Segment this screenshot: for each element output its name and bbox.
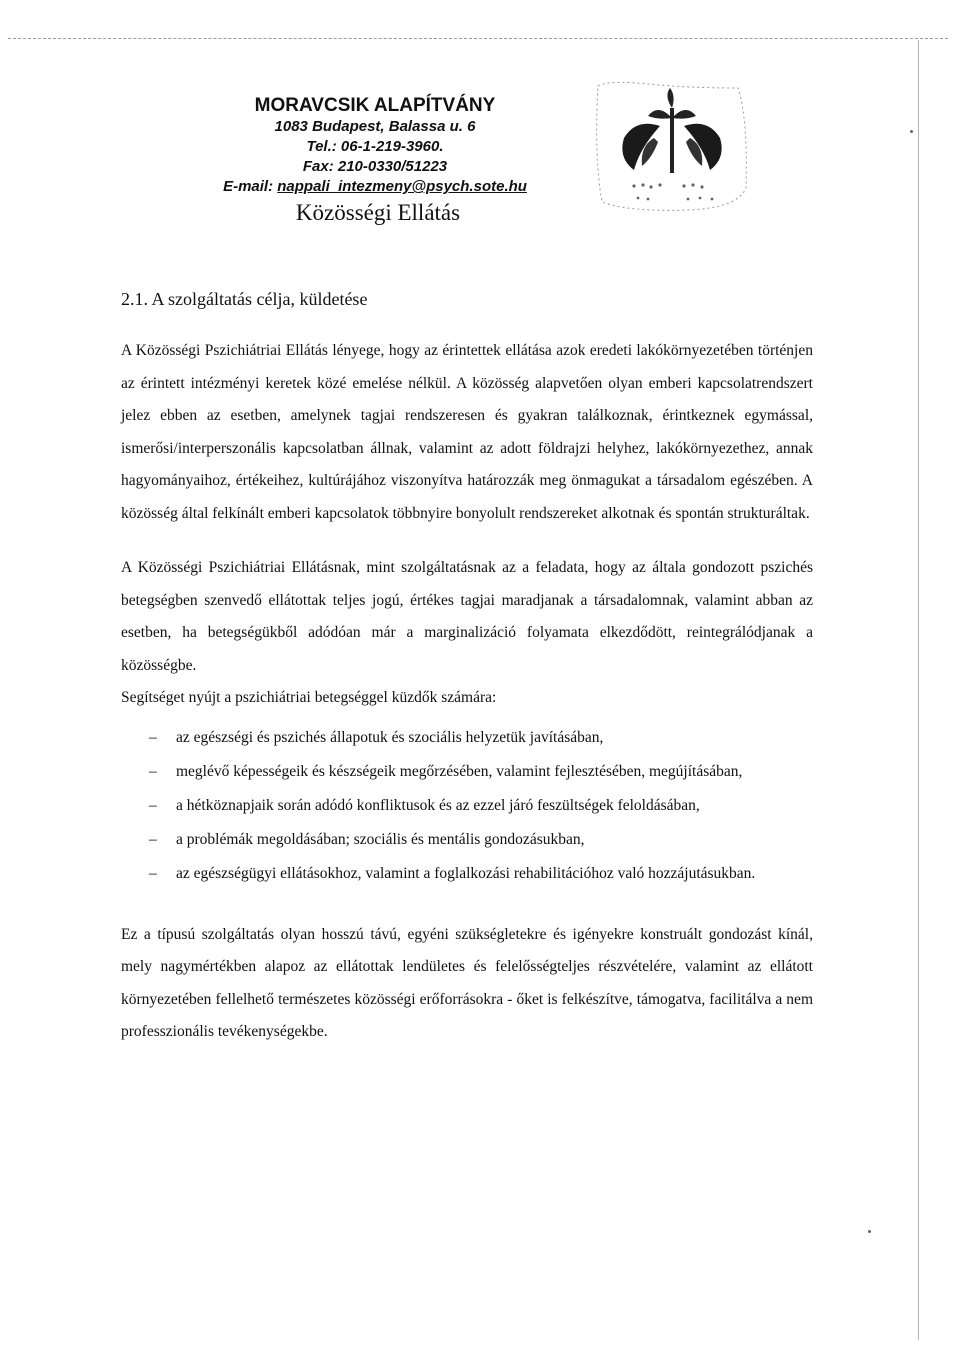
document-body bbox=[121, 287, 813, 1049]
paragraph-2: A Közösségi Pszichiátriai Ellátásnak, mint szolgáltatásnak az a feladata, hogy az általa gondozott pszichés betegségben szenvedő ellátottak teljes jogú, értékes tagjai maradjanak a társadalomnak, valamint abban az esetben, ha betegségükből adódóan már a marginalizáció folyamata elkezdődött, reintegrálódjanak a közösségbe. bbox=[121, 559, 813, 674]
service-title: Közösségi Ellátás bbox=[295, 200, 461, 225]
list-intro: Segítséget nyújt a pszichiátriai betegséggel küzdők számára: bbox=[121, 689, 497, 706]
bullet-dash: – bbox=[149, 762, 157, 780]
scan-speck bbox=[910, 130, 913, 133]
scan-border-top bbox=[8, 38, 948, 39]
list-item-text: az egészségi és pszichés állapotuk és szociális helyzetük javításában, bbox=[176, 728, 604, 746]
scan-border-right bbox=[918, 40, 919, 1340]
list-item bbox=[121, 789, 813, 823]
paragraph-1: A Közösségi Pszichiátriai Ellátás lényege, hogy az érintettek ellátása azok eredeti lakókörnyezetében történjen az érintett intézményi keretek közé emelése nélkül. A közösség alapvetően olyan emberi kapcsolatrendszert jelez ebben az esetben, amelynek tagjai rendszeresen és gyakran találkoznak, érintkeznek egymással, ismerősi/interperszonális kapcsolatban állnak, valamint az adott földrajzi helyhez, lakókörnyezethez, annak hagyományaihoz, értékeihez, kultúrájához viszonyítva határozzák meg önmagukat a társadalom egészében. A közösség által felkínált emberi kapcsolatok többnyire bonyolult rendszereket alkotnak és spontán strukturáltak. bbox=[121, 342, 813, 522]
list-item bbox=[121, 857, 813, 891]
address: 1083 Budapest, Balassa u. 6 bbox=[274, 118, 476, 135]
letterhead bbox=[165, 95, 585, 227]
paragraph-3: Ez a típusú szolgáltatás olyan hosszú távú, egyéni szükségletekre és igényekre konstruált gondozást kínál, mely nagymértékben alapoz az ellátottak lendületes és felelősségteljes részvételére, valamint az ellátott környezetében fellelhető természetes közösségi erőforrásokra - őket is felkészítve, támogatva, facilitálva a nem professzionális tevékenységekbe. bbox=[121, 925, 813, 1040]
section-title: 2.1. A szolgáltatás célja, küldetése bbox=[121, 289, 368, 309]
list-item bbox=[121, 755, 813, 789]
list-item bbox=[121, 721, 813, 755]
email-line bbox=[165, 177, 585, 197]
foundation-logo-icon bbox=[588, 78, 756, 218]
email-label: E-mail: bbox=[223, 178, 278, 195]
list-item-text: a hétköznapjaik során adódó konfliktusok és az ezzel járó feszültségek feloldásában, bbox=[176, 796, 700, 814]
email-link[interactable]: nappali_intezmeny@psych.sote.hu bbox=[277, 178, 527, 195]
fax: Fax: 210-0330/51223 bbox=[302, 158, 448, 175]
bullet-dash: – bbox=[149, 796, 157, 814]
telephone: Tel.: 06-1-219-3960. bbox=[306, 138, 444, 155]
scan-speck bbox=[868, 1230, 871, 1233]
organization-name: MORAVCSIK ALAPÍTVÁNY bbox=[254, 95, 496, 116]
list-item-text: az egészségügyi ellátásokhoz, valamint a foglalkozási rehabilitációhoz való hozzájutásukban. bbox=[176, 864, 756, 882]
bullet-dash: – bbox=[149, 728, 157, 746]
list-item-text: meglévő képességeik és készségeik megőrzésében, valamint fejlesztésében, megújításában, bbox=[176, 762, 743, 780]
list-item-text: a problémák megoldásában; szociális és mentális gondozásukban, bbox=[176, 830, 585, 848]
list-item bbox=[121, 823, 813, 857]
bullet-dash: – bbox=[149, 864, 157, 882]
bullet-dash: – bbox=[149, 830, 157, 848]
